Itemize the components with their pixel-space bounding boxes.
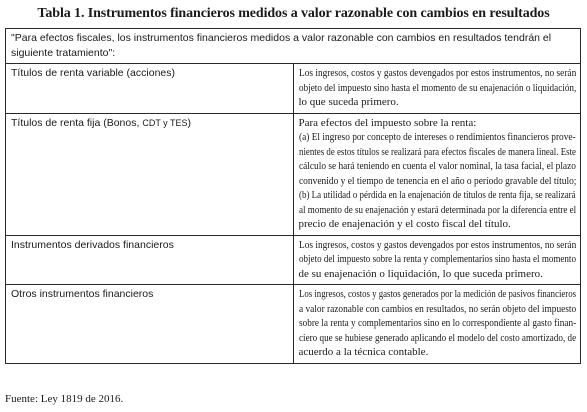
treatment-line: a valor razonable con cambios en resultados, no serán objeto del impuesto [298, 302, 576, 315]
treatment-line: (a) El ingreso por concepto de intereses o rendimientos financieros prove- [298, 131, 576, 143]
treatment-line: al momento de su enajenación y estará determinada por la diferencia entre el [298, 203, 576, 216]
treatment-line: de su enajenación o liquidación, lo que suceda primero. [298, 267, 543, 280]
table-row [6, 113, 581, 235]
instrument-label: Instrumentos derivados financieros [6, 235, 294, 285]
treatment-line: objeto del impuesto sino hasta el momento de su enajenación o liquidación, [298, 81, 576, 94]
instrument-label-end: ) [187, 116, 192, 129]
intro-line: siguiente tratamiento": [11, 46, 116, 59]
treatment-line: Los ingresos, costos y gastos devengados por estos instrumentos, no serán [298, 67, 576, 79]
table-row [6, 235, 581, 285]
treatment-line: ciero que se hubiese generado aplicando el modelo del costo amortizado, de [298, 331, 576, 344]
intro-cell [6, 29, 581, 64]
treatment-line: nientes de estos títulos se realizará para efectos fiscales de manera lineal. Este [298, 145, 576, 158]
instrument-label [6, 113, 294, 235]
treatment-line: precio de enajenación y el costo fiscal del título. [298, 218, 511, 230]
treatment-line: lo que suceda primero. [298, 96, 399, 108]
intro-row [6, 29, 581, 64]
treatment-cell [293, 235, 581, 285]
treatment-cell [293, 113, 581, 235]
financial-instruments-table [5, 28, 581, 364]
treatment-cell [293, 64, 581, 114]
treatment-line: objeto del impuesto sobre la renta y complementarios sino hasta el momento [298, 253, 576, 265]
table-row [6, 64, 581, 114]
instrument-label-main: Títulos de renta fija (Bonos, [11, 116, 143, 129]
treatment-line: (b) La utilidad o pérdida en la enajenación de títulos de renta fija, se realizará [298, 189, 576, 201]
instrument-label: Otros instrumentos financieros [6, 285, 294, 364]
treatment-line: convenido y el tiempo de tenencia en el año o período gravable del título; [298, 174, 576, 187]
intro-line: "Para efectos fiscales, los instrumentos financieros medidos a valor razonable con cambios en resultados tendrán el [11, 32, 552, 44]
treatment-line: sobre la renta y complementarios sino en lo correspondiente al gasto finan- [298, 317, 576, 329]
treatment-line: Para efectos del impuesto sobre la renta: [298, 116, 477, 129]
treatment-line: acuerdo a la técnica contable. [298, 346, 429, 358]
instrument-label-small: CDT y TES [142, 117, 188, 128]
treatment-line: Los ingresos, costos y gastos generados por la medición de pasivos financieros [298, 288, 576, 300]
table-title: Tabla 1. Instrumentos financieros medidos a valor razonable con cambios en resultados [37, 6, 550, 21]
instrument-label: Títulos de renta variable (acciones) [6, 64, 294, 114]
source-note: Fuente: Ley 1819 de 2016. [5, 393, 124, 405]
treatment-line: cálculo se hará teniendo en cuenta el valor nominal, la tasa facial, el plazo [298, 160, 576, 172]
table-row [6, 285, 581, 364]
treatment-line: Los ingresos, costos y gastos devengados por estos instrumentos, no serán [298, 238, 576, 251]
treatment-cell [293, 285, 581, 364]
